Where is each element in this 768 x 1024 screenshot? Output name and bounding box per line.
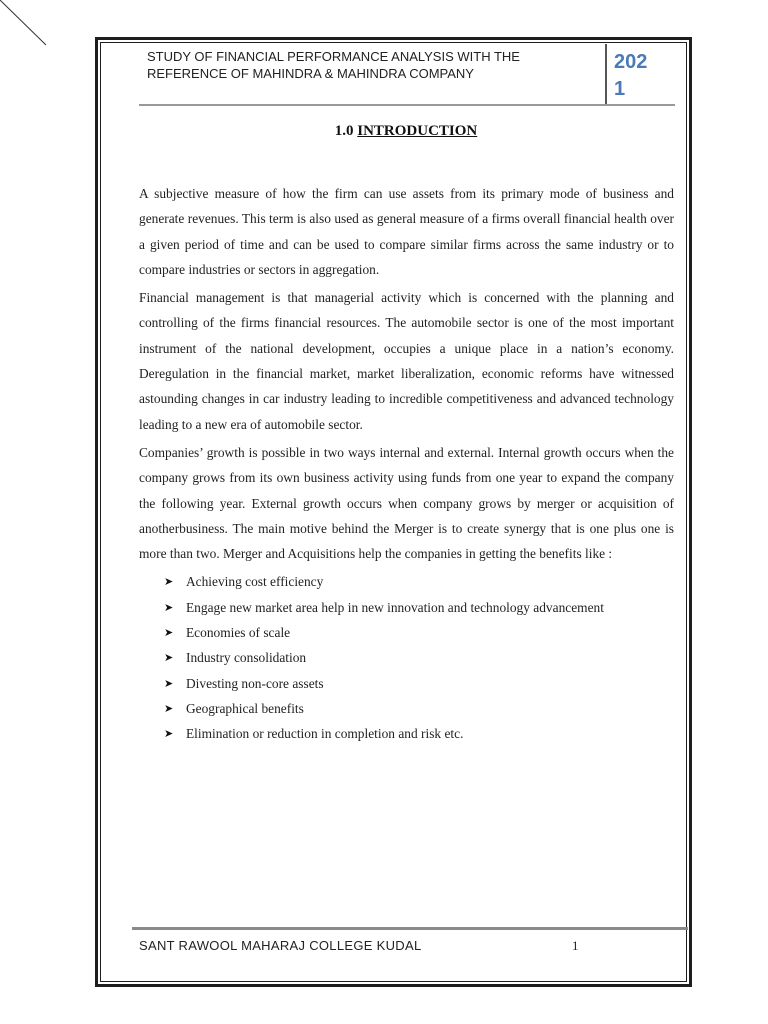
corner-fold-line (0, 0, 60, 60)
header-year-line-2: 1 (614, 78, 626, 100)
header-year-line-1: 202 (614, 51, 648, 73)
footer-rule (132, 927, 688, 930)
arrow-bullet-icon: ➤ (164, 701, 174, 715)
header-title-line-2: REFERENCE OF MAHINDRA & MAHINDRA COMPANY (147, 66, 474, 81)
list-item-text: Achieving cost efficiency (186, 574, 324, 590)
list-item (139, 671, 674, 696)
header-year (614, 49, 674, 103)
list-item-text: Industry consolidation (186, 650, 307, 666)
list-item-text: Geographical benefits (186, 700, 304, 716)
list-item (139, 595, 674, 620)
list-item-text: Engage new market area help in new innovation and technology advancement (186, 599, 604, 615)
arrow-bullet-icon: ➤ (164, 626, 174, 640)
list-item (139, 620, 674, 645)
paragraph: A subjective measure of how the firm can use assets from its primary mode of business and generate revenues. This term is also used as general measure of a firms overall financial health over a given period of time and can be used to compare similar firms across the same industry or to compare industries or sectors in aggregation. (139, 186, 674, 277)
section-number: 1.0 (334, 123, 354, 139)
arrow-bullet-icon: ➤ (164, 727, 174, 741)
list-item-text: Economies of scale (186, 625, 291, 641)
benefits-list (139, 569, 674, 746)
list-item (139, 696, 674, 721)
list-item (139, 645, 674, 670)
list-item (139, 721, 674, 746)
footer-college-name: SANT RAWOOL MAHARAJ COLLEGE KUDAL (139, 938, 422, 953)
arrow-bullet-icon: ➤ (164, 651, 174, 665)
body-text (139, 181, 674, 747)
header-title-line-1: STUDY OF FINANCIAL PERFORMANCE ANALYSIS WITH THE (147, 49, 520, 64)
header-year-divider (605, 44, 607, 104)
paragraph: Companies’ growth is possible in two ways internal and external. Internal growth occurs when the company grows from its own business activity using funds from one year to expand the company the following year. External growth occurs when company grows by merger or acquisition of anotherbusiness. The main motive behind the Merger is to create synergy that is one plus one is more than two. Merger and Acquisitions help the companies in getting the benefits like : (139, 444, 674, 562)
list-item-text: Elimination or reduction in completion and risk etc. (186, 726, 464, 742)
header-rule (139, 104, 675, 106)
list-item-text: Divesting non-core assets (186, 675, 324, 691)
arrow-bullet-icon: ➤ (164, 600, 174, 614)
list-item (139, 569, 674, 594)
section-heading (100, 123, 712, 140)
arrow-bullet-icon: ➤ (164, 676, 174, 690)
header-title (147, 48, 602, 82)
paragraph: Financial management is that managerial activity which is concerned with the planning and controlling of the firms financial resources. The automobile sector is one of the most important instrument of the national development, occupies a unique place in a nation’s economy. Deregulation in the financial market, market liberalization, economic reforms have witnessed astounding changes in car industry leading to incredible competitiveness and advanced technology leading to a new era of automobile sector. (139, 290, 674, 432)
section-title: INTRODUCTION (357, 123, 478, 139)
footer-page-number: 1 (572, 938, 579, 953)
arrow-bullet-icon: ➤ (164, 575, 174, 589)
